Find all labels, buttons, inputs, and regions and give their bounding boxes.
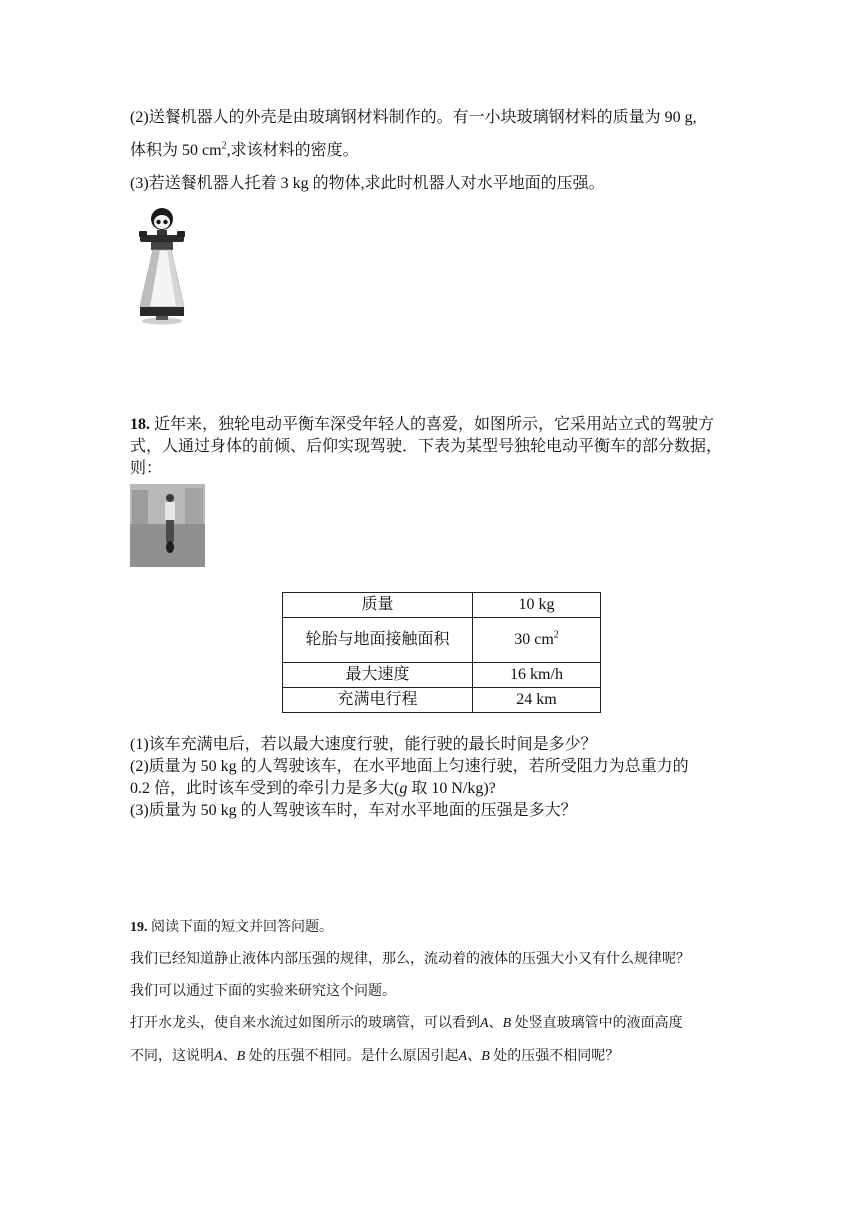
q17-part2-text-end: ,求该材料的密度。 — [226, 142, 359, 159]
q18-part2-line1: (2)质量为 50 kg 的人驾驶该车，在水平地面上匀速行驶，若所受阻力为总重力的 — [130, 758, 689, 775]
q19-paragraph-2: 我们可以通过下面的实验来研究这个问题。 — [130, 984, 396, 999]
point-b-label: B — [236, 1049, 246, 1064]
text: 处的压强不相同呢？ — [489, 1049, 620, 1064]
table-row — [283, 663, 601, 688]
table-cell-label: 最大速度 — [283, 663, 473, 688]
text: 、 — [488, 1016, 503, 1031]
value-text: 16 km/h — [510, 666, 563, 683]
q19-number: 19. — [130, 920, 148, 935]
q18-intro-text: 近年来，独轮电动平衡车深受年轻人的喜爱，如图所示，它采用站立式的驾驶方式，人通过身体的前倾、后仰实现驾驶．下表为某型号独轮电动平衡车的部分数据，则： — [130, 416, 723, 477]
value-text: 10 kg — [518, 596, 555, 613]
table-row — [283, 688, 601, 713]
robot-illustration — [136, 207, 188, 325]
table-cell-label: 充满电行程 — [283, 688, 473, 713]
q17-exponent: 2 — [221, 140, 227, 152]
q17-part3: (3)若送餐机器人托着 3 kg 的物体,求此时机器人对水平地面的压强。 — [130, 175, 605, 192]
table-cell-value — [473, 688, 601, 713]
table-cell-value — [473, 593, 601, 618]
gravity-symbol: g — [399, 780, 408, 797]
table-cell-value — [473, 618, 601, 663]
q17-part2-line2 — [130, 140, 359, 162]
q18-part3: (3)质量为 50 kg 的人驾驶该车时，车对水平地面的压强是多大？ — [130, 802, 577, 819]
text: 打开水龙头，使自来水流过如图所示的玻璃管，可以看到 — [130, 1016, 480, 1031]
unicycle-rider-photo — [130, 484, 205, 567]
text: 不同，这说明 — [130, 1049, 214, 1064]
table-cell-label: 质量 — [283, 593, 473, 618]
text: 处竖直玻璃管中的液面高度 — [511, 1016, 683, 1031]
point-a-label: A — [480, 1016, 489, 1031]
q19-paragraph-1: 我们已经知道静止液体内部压强的规律，那么，流动着的液体的压强大小又有什么规律呢？ — [130, 952, 690, 967]
table-cell-value — [473, 663, 601, 688]
value-text: 24 km — [516, 691, 557, 708]
q19-paragraph-3 — [130, 1013, 683, 1035]
text: 处的压强不相同。是什么原因引起 — [245, 1049, 459, 1064]
text: 、 — [467, 1049, 482, 1064]
q17-part2-text: 体积为 50 cm — [130, 142, 222, 159]
q18-part2-text: 0.2 倍，此时该车受到的牵引力是多大( — [130, 780, 400, 797]
q18-part2-line2 — [130, 778, 496, 800]
q18-intro — [130, 414, 740, 480]
table-cell-label: 轮胎与地面接触面积 — [283, 618, 473, 663]
q18-number: 18. — [130, 416, 150, 433]
point-a-label: A — [458, 1049, 468, 1064]
q19-title-text: 阅读下面的短文并回答问题。 — [147, 920, 333, 935]
table-row — [283, 618, 601, 663]
value-exponent: 2 — [553, 629, 559, 641]
value-text: 30 cm — [514, 631, 554, 648]
photo-scene — [130, 484, 205, 567]
point-a-label: A — [214, 1049, 223, 1064]
table-row — [283, 593, 601, 618]
text: 、 — [222, 1049, 237, 1064]
q19-paragraph-4 — [130, 1046, 619, 1068]
point-b-label: B — [481, 1049, 490, 1064]
q19-title — [130, 917, 333, 939]
q18-part2-text-end: 取 10 N/kg)? — [407, 780, 496, 797]
spec-table — [282, 592, 601, 713]
q18-part1: (1)该车充满电后，若以最大速度行驶，能行驶的最长时间是多少？ — [130, 736, 597, 753]
point-b-label: B — [502, 1016, 512, 1031]
q17-part2-line1: (2)送餐机器人的外壳是由玻璃钢材料制作的。有一小块玻璃钢材料的质量为 90 g, — [130, 109, 697, 126]
